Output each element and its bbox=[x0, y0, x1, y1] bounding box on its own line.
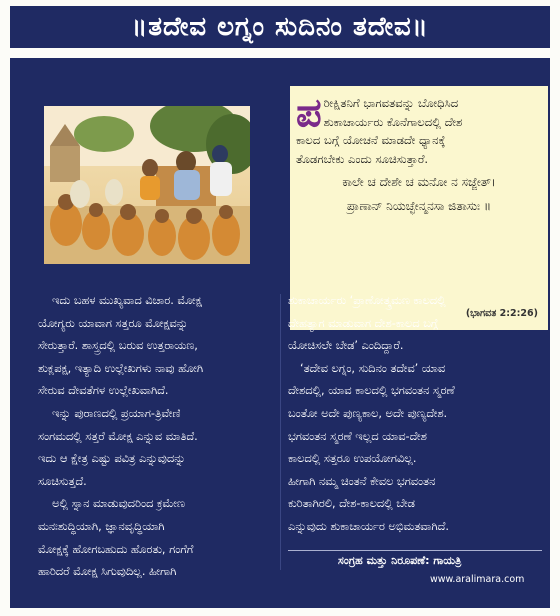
body-line: ದೇಶದಲ್ಲಿ, ಯಾವ ಕಾಲದಲ್ಲಿ ಭಗವಂತನ ಸ್ಮರಣೆ bbox=[288, 384, 455, 398]
body-line: ಯೋಗ್ಯರು ಯಾವಾಗ ಸತ್ತರೂ ಮೋಕ್ಷವನ್ನು bbox=[38, 316, 189, 330]
body-line: ಸೇರುತ್ತಾರೆ. ಶಾಸ್ತ್ರದಲ್ಲಿ ಬರುವ ಉತ್ತರಾಯಣ, bbox=[38, 339, 198, 353]
body-line: ಭಗವಂತನ ಸ್ಮರಣೆ ಇಲ್ಲದ ಯಾವ-ದೇಶ bbox=[288, 429, 427, 443]
body-line: ಶುಕಾಚಾರ್ಯರು ‘ಪ್ರಾಣೋತ್ಕ್ರಮಣ ಕಾಲದಲ್ಲಿ bbox=[288, 294, 446, 307]
body-line: ಹಾರಿದರೆ ಮೋಕ್ಷ ಸಿಗುವುದಿಲ್ಲ. ಹೀಗಾಗಿ bbox=[38, 565, 177, 579]
body-line: ಇನ್ನು ಪುರಾಣದಲ್ಲಿ ಪ್ರಯಾಗ-ತ್ರಿವೇಣಿ bbox=[52, 406, 181, 420]
body-line: ಯೋಚಿಸಲೇ ಬೇಡ’ ಎಂದಿದ್ದಾರೆ. bbox=[288, 339, 404, 353]
page-title: ॥ತದೇವ ಲಗ್ನಂ ಸುದಿನಂ ತದೇವ॥ bbox=[10, 6, 550, 48]
drop-cap: ಪ bbox=[296, 90, 322, 136]
quote-line: ಶುಕಾಚಾರ್ಯರು ಕೊನೆಗಾಲದಲ್ಲಿ ದೇಶ bbox=[323, 114, 463, 129]
body-line: ಶುಕ್ಲಪಕ್ಷ, ಇತ್ಯಾದಿ ಉಲ್ಲೇಖಗಳು ನಾವು ಹೋಗಿ bbox=[38, 361, 203, 375]
quote-text bbox=[296, 90, 542, 216]
body-line: ಅಲ್ಲಿ ಸ್ನಾನ ಮಾಡುವುದರಿಂದ ಕ್ರಮೇಣ bbox=[52, 497, 185, 511]
website-link[interactable]: www.aralimara.com bbox=[430, 574, 525, 585]
body-column-right bbox=[288, 290, 544, 539]
body-line: ಹೀಗಾಗಿ ನಮ್ಮ ಚಿಂತನೆ ಕೇವಲ ಭಗವಂತನ bbox=[288, 474, 436, 488]
quote-source: (ಭಾಗವತ 2:2:26) bbox=[465, 308, 538, 319]
shloka-line-2: ಪ್ರಾಣಾನ್ ನಿಯಚ್ಛೇನ್ಮನಸಾ ಜಿತಾಸುಃ ॥ bbox=[346, 199, 492, 213]
body-line: ಸೂಚಿಸುತ್ತದೆ. bbox=[38, 474, 87, 488]
author-credit: ಸಂಗ್ರಹ ಮತ್ತು ನಿರೂಪಣೆ: ಗಾಯತ್ರಿ bbox=[338, 554, 462, 567]
credit-divider bbox=[288, 550, 542, 551]
body-line: ಕುರಿತಾಗಿರಲಿ, ದೇಶ-ಕಾಲದಲ್ಲಿ ಬೇಡ bbox=[288, 497, 415, 511]
body-line: ಎನ್ನುವುದು ಶುಕಾಚಾರ್ಯರ ಅಭಿಮತವಾಗಿದೆ. bbox=[288, 519, 449, 533]
body-line: ದೇಹತ್ಯಾಗ ಮಾಡುವಾಗ ದೇಶ-ಕಾಲದ ಬಗ್ಗೆ bbox=[288, 316, 438, 330]
quote-line: ಕಾಲದ ಬಗ್ಗೆ ಯೋಚನೆ ಮಾಡದೇ ಧ್ಯಾನಕ್ಕೆ bbox=[296, 133, 446, 147]
body-line: ಸೇರುವ ದೇವತೆಗಳ ಉಲ್ಲೇಖವಾಗಿದೆ. bbox=[38, 384, 169, 398]
article-panel bbox=[10, 58, 550, 608]
body-line: ಬಂತೋ ಅದೇ ಪುಣ್ಯಕಾಲ, ಅದೇ ಪುಣ್ಯದೇಶ. bbox=[288, 406, 448, 420]
column-divider bbox=[280, 294, 281, 570]
quote-line: ತೊಡಗಬೇಕು ಎಂದು ಸೂಚಿಸುತ್ತಾರೆ. bbox=[296, 151, 429, 166]
body-line: ಮೋಕ್ಷಕ್ಕೆ ಹೋಗಬಹುದು ಹೊರತು, ಗಂಗೆಗೆ bbox=[38, 542, 194, 556]
body-line: ಇದು ಆ ಕ್ಷೇತ್ರ ಎಷ್ಟು ಪವಿತ್ರ ಎನ್ನುವುದನ್ನು bbox=[38, 452, 186, 466]
body-line: ಕಾಲದಲ್ಲಿ ಸತ್ತರೂ ಉಪಯೋಗವಿಲ್ಲ. bbox=[288, 452, 417, 466]
body-line: ಮನಃಶುದ್ಧಿಯಾಗಿ, ಜ್ಞಾನವೃದ್ಧಿಯಾಗಿ bbox=[38, 519, 165, 533]
body-line: ಇದು ಬಹಳ ಮುಖ್ಯವಾದ ವಿಚಾರ. ಮೋಕ್ಷ bbox=[52, 294, 202, 307]
illustration-image bbox=[44, 106, 250, 264]
shloka-line-1: ಕಾಲೇ ಚ ದೇಶೇ ಚ ಮನೋ ನ ಸಜ್ಜೇತ್। bbox=[342, 175, 496, 189]
body-line: ಸಂಗಮದಲ್ಲಿ ಸತ್ತರೆ ಮೋಕ್ಷ ಎನ್ನುವ ಮಾತಿದೆ. bbox=[38, 429, 198, 443]
quote-line: ರೀಕ್ಷಿತನಿಗೆ ಭಾಗವತವನ್ನು ಬೋಧಿಸಿದ bbox=[323, 96, 459, 110]
body-column-left bbox=[38, 290, 276, 584]
sage-assembly-illustration bbox=[44, 106, 250, 264]
body-line: ‘ತದೇವ ಲಗ್ನಂ, ಸುದಿನಂ ತದೇವ’ ಯಾವ bbox=[300, 361, 446, 375]
